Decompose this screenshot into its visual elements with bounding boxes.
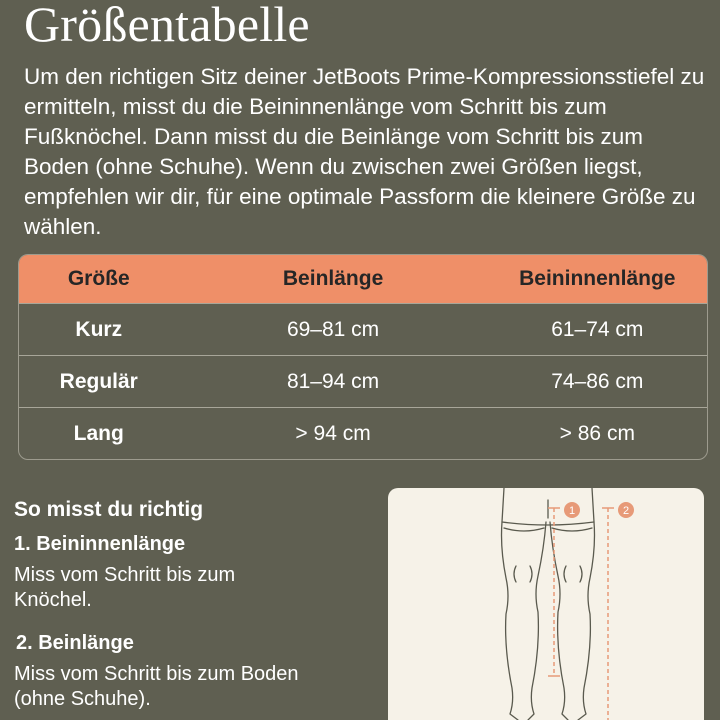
step2-text: Miss vom Schritt bis zum Boden (ohne Schuhe). [14, 663, 299, 710]
step2-title: 2. Beinlänge [16, 632, 134, 654]
left-knee-icon [514, 566, 516, 582]
legs-drawing [388, 488, 704, 720]
intro-text: Um den richtigen Sitz deiner JetBoots Prime-Kompressionsstiefel zu ermitteln, misst du die Beininnenlänge vom Schritt bis zum Fußknöchel. Dann misst du die Beinlänge vom Schritt bis zum Boden (ohne Schuhe). Wenn du zwischen zwei Größen liegst, empfehlen wir dir, für eine optimale Passform die kleinere Größe zu wählen. [24, 64, 705, 239]
header-leg-length: Beinlänge [282, 267, 384, 290]
step1-title: 1. Beininnenlänge [14, 533, 186, 555]
header-inseam: Beininnenlänge [519, 267, 676, 290]
cell-inseam: 61–74 cm [551, 317, 644, 341]
page-title: Größentabelle [24, 0, 310, 52]
cell-inseam: 74–86 cm [551, 369, 644, 393]
cell-leg-length: 69–81 cm [286, 317, 380, 341]
instructions-heading: So misst du richtig [14, 498, 204, 521]
cell-size: Kurz [75, 317, 123, 341]
cell-size: Lang [73, 421, 124, 445]
header-size: Größe [67, 267, 130, 290]
left-leg-outline-icon [502, 522, 519, 720]
measuring-instructions [14, 496, 354, 712]
size-table [18, 254, 708, 460]
cell-leg-length: > 94 cm [295, 421, 371, 445]
cell-inseam: > 86 cm [559, 421, 635, 445]
marker-2-label: 2 [622, 505, 630, 517]
right-leg-outline-icon [550, 522, 568, 720]
step1-text: Miss vom Schritt bis zum Knöchel. [14, 564, 236, 611]
table-header-row [19, 255, 707, 303]
table-row [19, 407, 707, 459]
table-row [19, 303, 707, 355]
table-row [19, 355, 707, 407]
marker-1-label: 1 [568, 505, 576, 517]
cell-size: Regulär [59, 369, 138, 393]
right-knee-icon [564, 566, 566, 582]
leg-measurement-illustration [388, 488, 704, 720]
cell-leg-length: 81–94 cm [286, 369, 380, 393]
